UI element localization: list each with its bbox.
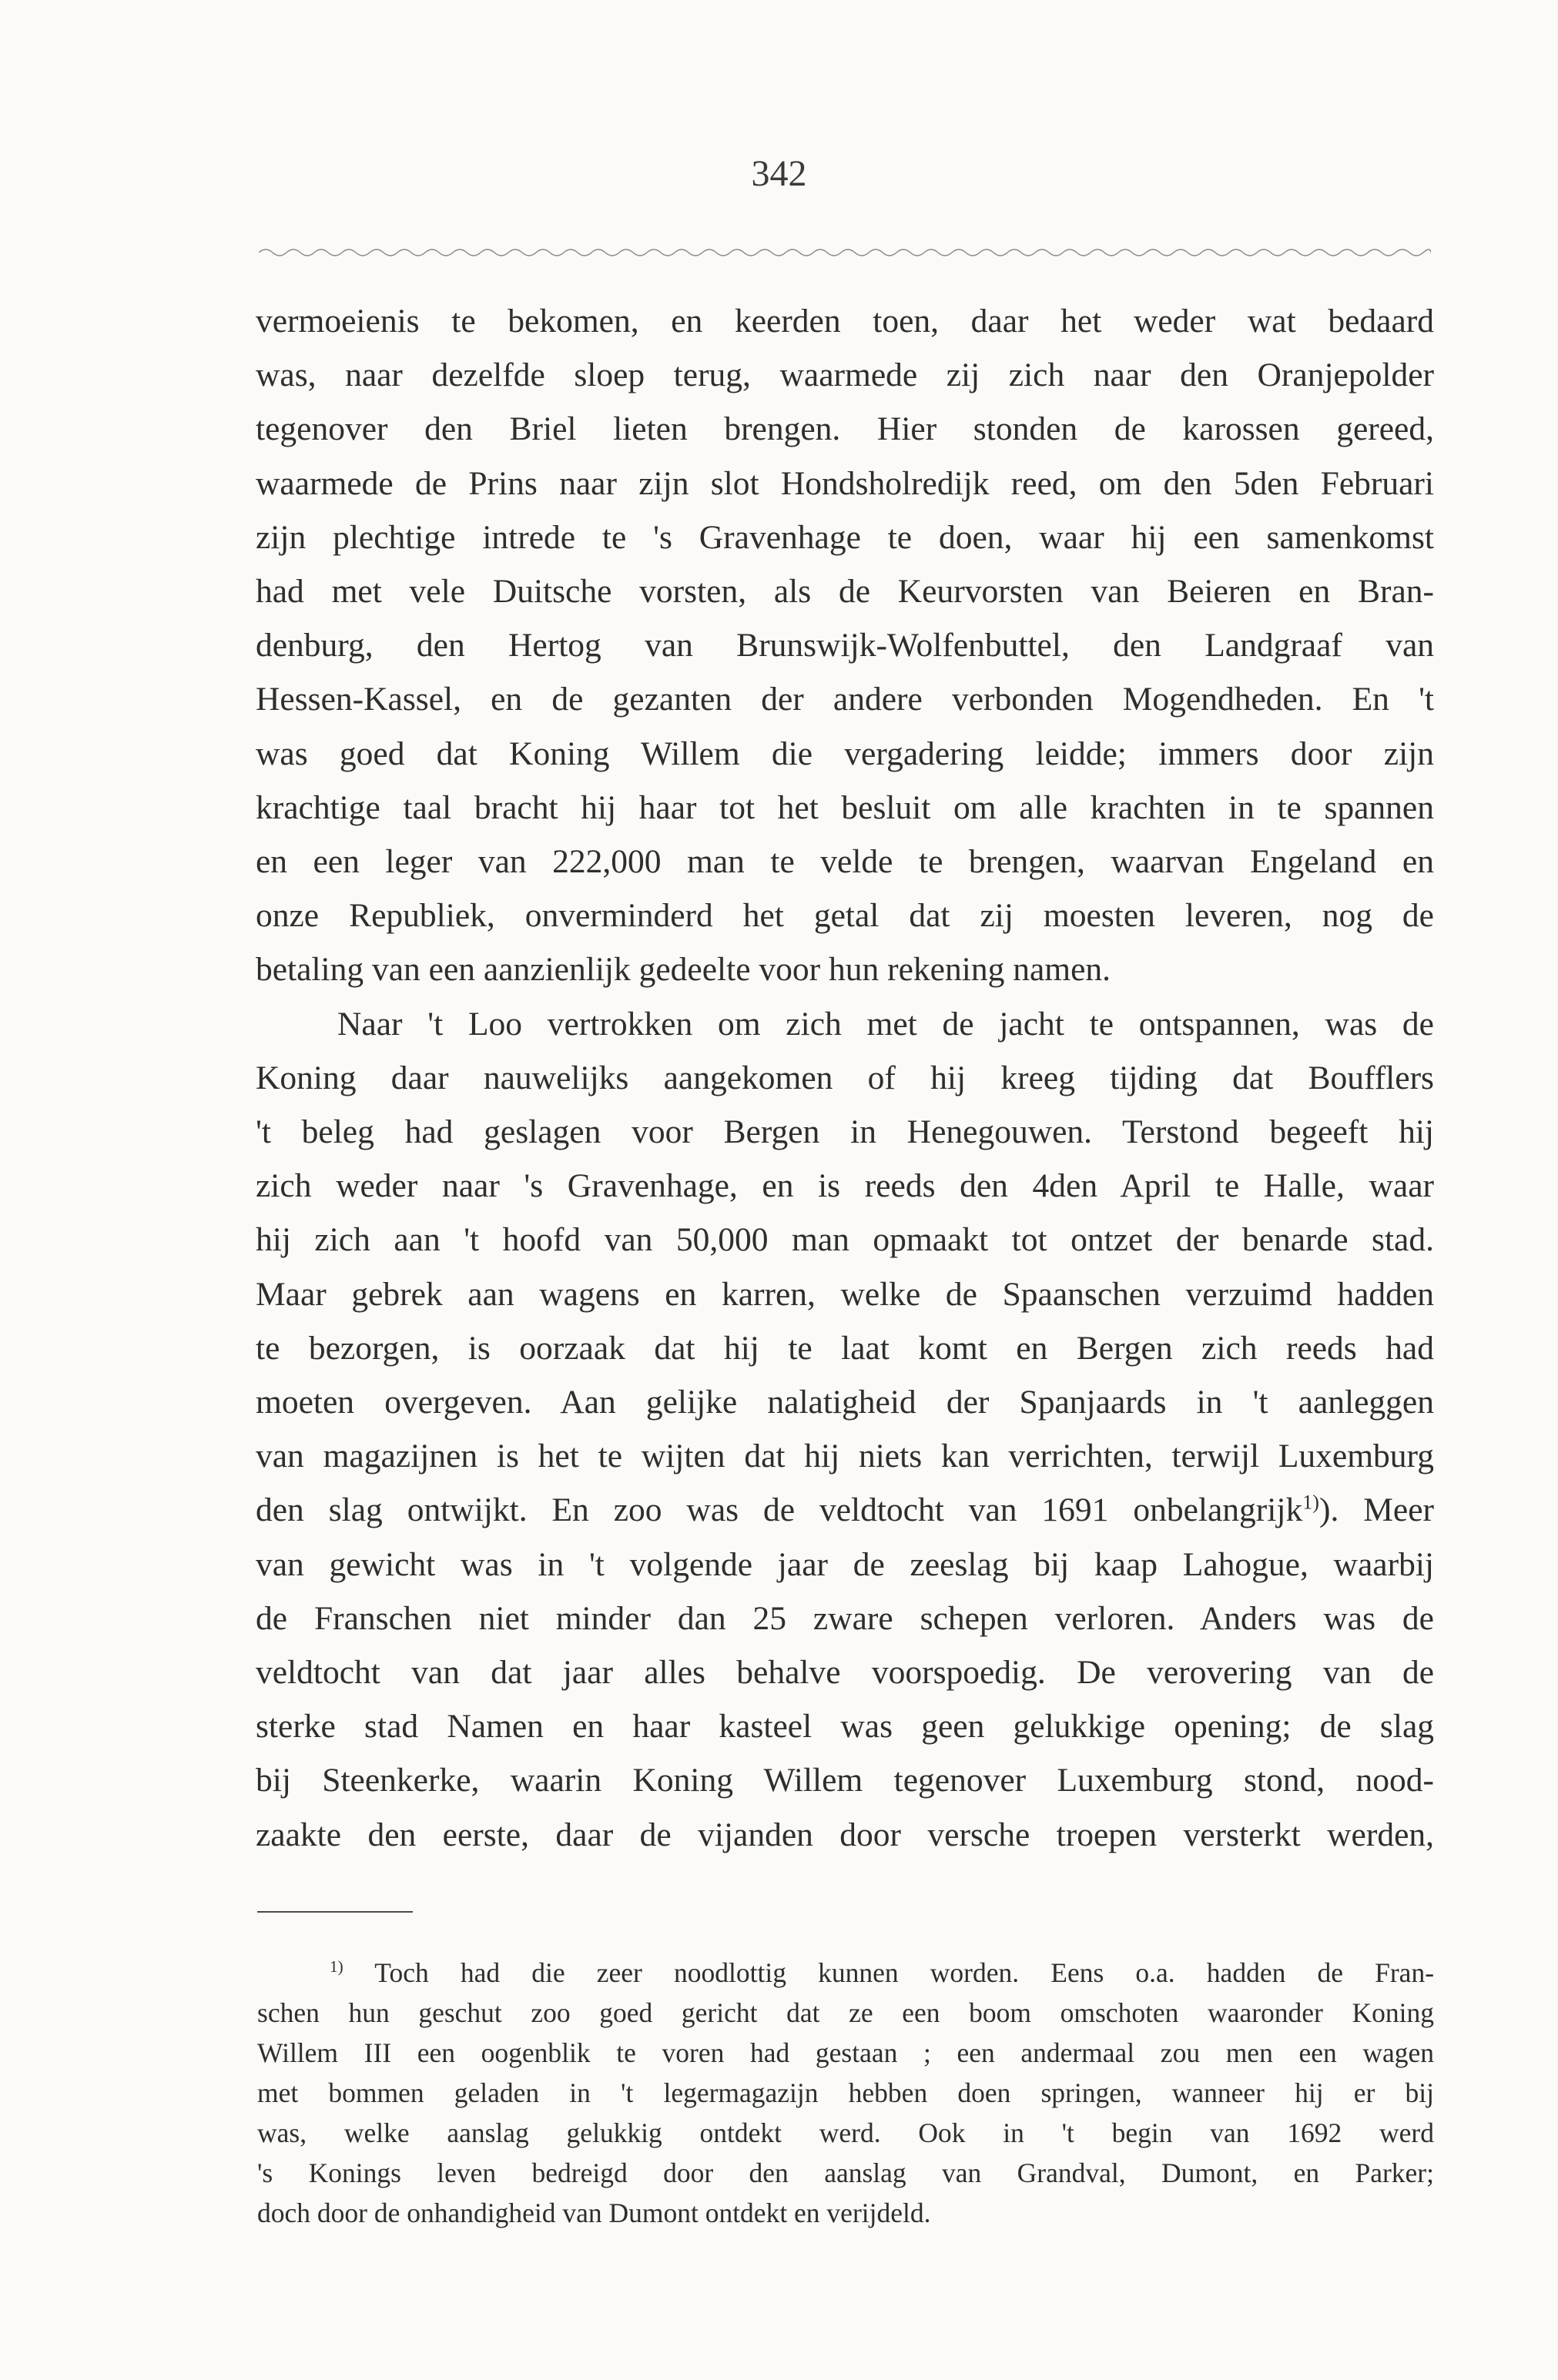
footnote-line: Willem III een oogenblik te voren had gestaan ; een andermaal zou men een wagen — [257, 2037, 1434, 2068]
body-line: onze Republiek, onverminderd het getal dat zij moesten leveren, nog de — [256, 897, 1434, 934]
footnote-ref: 1) — [1302, 1491, 1319, 1514]
body-line: Naar 't Loo vertrokken om zich met de jacht te ontspannen, was de — [337, 1006, 1434, 1043]
body-line: had met vele Duitsche vorsten, als de Keurvorsten van Beieren en Bran- — [256, 573, 1434, 610]
footnote-line — [330, 1954, 1434, 1991]
body-line: Maar gebrek aan wagens en karren, welke de Spaanschen verzuimd hadden — [256, 1276, 1434, 1313]
body-line: de Franschen niet minder dan 25 zware schepen verloren. Anders was de — [256, 1600, 1434, 1637]
body-line: van gewicht was in 't volgende jaar de zeeslag bij kaap Lahogue, waarbij — [256, 1546, 1434, 1583]
body-line: zich weder naar 's Gravenhage, en is reeds den 4den April te Halle, waar — [256, 1167, 1434, 1204]
body-line: tegenover den Briel lieten brengen. Hier stonden de karossen gereed, — [256, 410, 1434, 447]
footnote-marker: 1) — [330, 1957, 343, 1977]
body-line: betaling van een aanzienlijk gedeelte voor hun rekening namen. — [256, 951, 1111, 988]
footnote-ref-suffix: ). Meer — [1318, 1491, 1434, 1528]
footnote-line: doch door de onhandigheid van Dumont ontdekt en verijdeld. — [257, 2198, 931, 2228]
body-line: Hessen-Kassel, en de gezanten der andere verbonden Mogendheden. En 't — [256, 681, 1434, 718]
body-line: sterke stad Namen en haar kasteel was geen gelukkige opening; de slag — [256, 1708, 1434, 1745]
body-line: krachtige taal bracht hij haar tot het besluit om alle krachten in te spannen — [256, 789, 1434, 826]
body-line: veldtocht van dat jaar alles behalve voorspoedig. De verovering van de — [256, 1654, 1434, 1691]
body-line: waarmede de Prins naar zijn slot Hondsholredijk reed, om den 5den Februari — [256, 465, 1434, 502]
body-line: zaakte den eerste, daar de vijanden door versche troepen versterkt werden, — [256, 1816, 1434, 1853]
body-line: moeten overgeven. Aan gelijke nalatigheid der Spanjaards in 't aanleggen — [256, 1384, 1434, 1421]
footnote-line: met bommen geladen in 't legermagazijn hebben doen springen, wanneer hij er bij — [257, 2077, 1434, 2108]
body-line: te bezorgen, is oorzaak dat hij te laat komt en Bergen zich reeds had — [256, 1330, 1434, 1367]
body-line: hij zich aan 't hoofd van 50,000 man opmaakt tot ontzet der benarde stad. — [256, 1221, 1434, 1258]
footnote-line: was, welke aanslag gelukkig ontdekt werd. Ook in 't begin van 1692 werd — [257, 2117, 1434, 2148]
footnote-line: 's Konings leven bedreigd door den aanslag van Grandval, Dumont, en Parker; — [257, 2157, 1434, 2188]
body-line: en een leger van 222,000 man te velde te brengen, waarvan Engeland en — [256, 843, 1434, 880]
body-line: 't beleg had geslagen voor Bergen in Henegouwen. Terstond begeeft hij — [256, 1113, 1434, 1150]
body-line: bij Steenkerke, waarin Koning Willem tegenover Luxemburg stond, nood- — [256, 1762, 1434, 1799]
body-line: vermoeienis te bekomen, en keerden toen, daar het weder wat bedaard — [256, 303, 1434, 340]
body-line: was, naar dezelfde sloep terug, waarmede zij zich naar den Oranjepolder — [256, 356, 1434, 393]
footnote-divider — [257, 1911, 413, 1913]
body-line-with-footnote-ref — [256, 1488, 1434, 1532]
body-line: was goed dat Koning Willem die vergadering leidde; immers door zijn — [256, 735, 1434, 772]
footnote-line-text: Toch had die zeer noodlottig kunnen worden. Eens o.a. hadden de Fran- — [374, 1957, 1435, 1988]
footnote-line: schen hun geschut zoo goed gericht dat ze een boom omschoten waaronder Koning — [257, 1997, 1434, 2028]
page-number: 342 — [751, 153, 807, 194]
body-line: Koning daar nauwelijks aangekomen of hij kreeg tijding dat Boufflers — [256, 1059, 1434, 1096]
body-line: van magazijnen is het te wijten dat hij niets kan verrichten, terwijl Luxemburg — [256, 1438, 1434, 1475]
body-line-text: den slag ontwijkt. En zoo was de veldtocht van 1691 onbelangrijk — [256, 1491, 1303, 1528]
body-line: zijn plechtige intrede te 's Gravenhage te doen, waar hij een samenkomst — [256, 519, 1434, 556]
body-line: denburg, den Hertog van Brunswijk-Wolfenbuttel, den Landgraaf van — [256, 627, 1434, 664]
ornament-rule — [259, 245, 1431, 260]
